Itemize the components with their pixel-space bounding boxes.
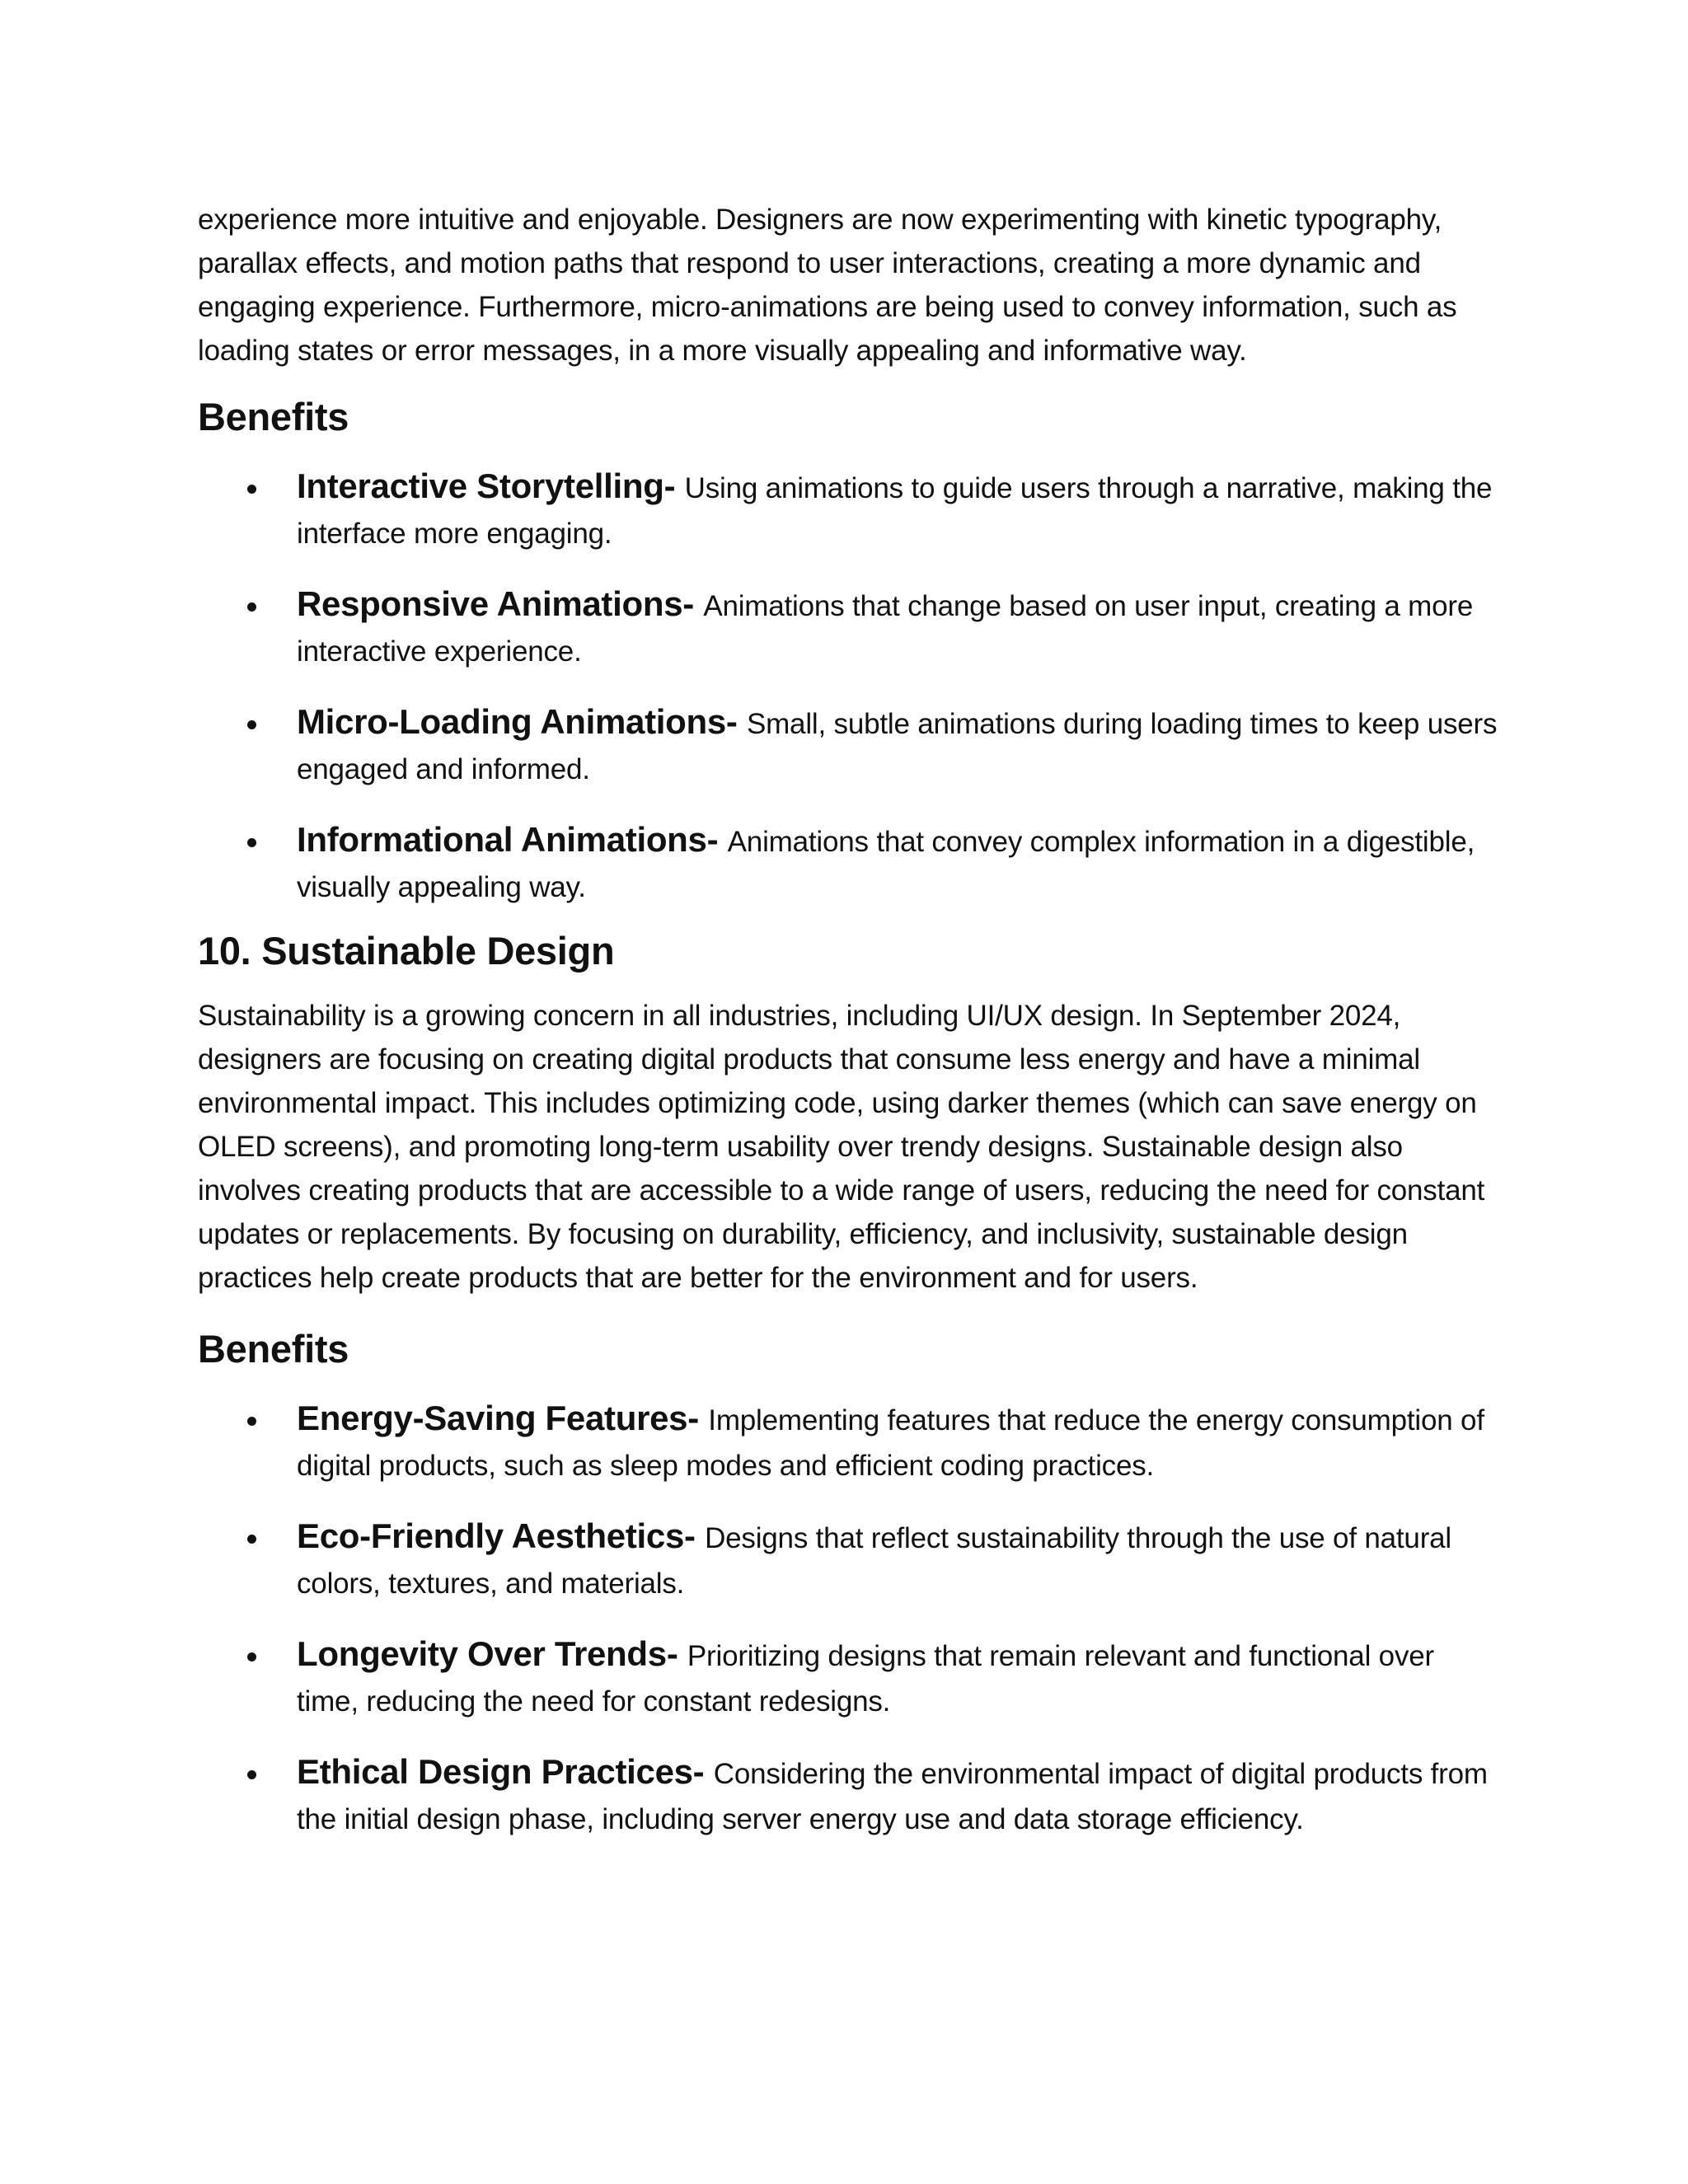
benefits-list-2 xyxy=(198,1395,1500,1842)
benefit-description: Designs that reflect sustainability through the use of natural colors, textures, and materials. xyxy=(297,1522,1451,1600)
bullet-icon xyxy=(247,720,256,729)
benefit-term: Eco-Friendly Aesthetics- xyxy=(297,1516,706,1555)
bullet-icon xyxy=(247,1535,256,1544)
bullet-icon xyxy=(247,485,256,494)
benefit-description: Using animations to guide users through a narrative, making the interface more engaging. xyxy=(297,472,1493,550)
list-item xyxy=(198,699,1500,792)
document-page xyxy=(198,198,1500,1842)
benefit-description: Animations that change based on user input, creating a more interactive experience. xyxy=(297,590,1474,668)
bullet-icon xyxy=(247,1417,256,1426)
bullet-icon xyxy=(247,838,256,847)
section-10-paragraph: Sustainability is a growing concern in all industries, including UI/UX design. In September 2024, designers are focusing on creating digital products that consume less energy and have a minimal environmental impact. This includes optimizing code, using darker themes (which can save energy on OLED screens), and promoting long-term usability over trendy designs. Sustainable design also involves creating products that are accessible to a wide range of users, reducing the need for constant updates or replacements. By focusing on durability, efficiency, and inclusivity, sustainable design practices help create products that are better for the environment and for users. xyxy=(198,1000,1485,1294)
benefit-term: Energy-Saving Features- xyxy=(297,1399,709,1437)
benefits-list-1 xyxy=(198,463,1500,910)
benefit-description: Considering the environmental impact of digital products from the initial design phase, including server energy use and data storage efficiency. xyxy=(297,1758,1488,1835)
bullet-icon xyxy=(247,1652,256,1661)
benefits-heading-1: Benefits xyxy=(198,395,349,438)
benefit-term: Micro-Loading Animations- xyxy=(297,702,747,741)
section-10-heading: 10. Sustainable Design xyxy=(198,929,615,972)
list-item xyxy=(198,1395,1500,1488)
intro-paragraph: experience more intuitive and enjoyable. Designers are now experimenting with kinetic typography, parallax effects, and motion paths that respond to user interactions, creating a more dynamic and engaging experience. Furthermore, micro-animations are being used to convey information, such as loading states or error messages, in a more visually appealing and informative way. xyxy=(198,204,1457,367)
benefit-description: Prioritizing designs that remain relevant and functional over time, reducing the need for constant redesigns. xyxy=(297,1640,1434,1718)
benefit-description: Animations that convey complex information in a digestible, visually appealing way. xyxy=(297,826,1475,903)
benefit-term: Responsive Animations- xyxy=(297,584,704,623)
list-item xyxy=(198,1631,1500,1724)
list-item xyxy=(198,817,1500,910)
benefit-description: Implementing features that reduce the energy consumption of digital products, such as sleep modes and efficient coding practices. xyxy=(297,1404,1484,1482)
list-item xyxy=(198,463,1500,556)
list-item xyxy=(198,1513,1500,1606)
bullet-icon xyxy=(247,1770,256,1779)
list-item xyxy=(198,581,1500,674)
benefit-term: Interactive Storytelling- xyxy=(297,466,685,505)
list-item xyxy=(198,1749,1500,1842)
bullet-icon xyxy=(247,602,256,612)
benefit-term: Ethical Design Practices- xyxy=(297,1752,714,1791)
benefit-term: Informational Animations- xyxy=(297,820,728,859)
benefit-term: Longevity Over Trends- xyxy=(297,1634,687,1673)
benefits-heading-2: Benefits xyxy=(198,1327,349,1371)
benefit-description: Small, subtle animations during loading times to keep users engaged and informed. xyxy=(297,708,1498,785)
